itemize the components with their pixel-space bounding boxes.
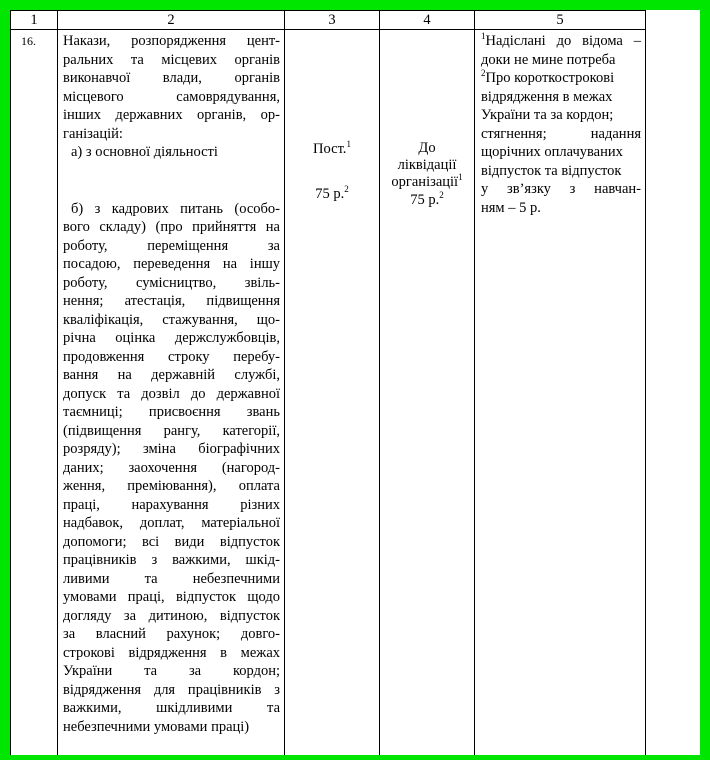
note-line: [481, 32, 641, 51]
title-line: виконавчої влади, органів: [63, 70, 280, 86]
subitem-b-line: праці, нарахування різних: [63, 496, 280, 513]
document-page: [10, 10, 700, 755]
subitem-b-line: (підвищення рангу, категорії,: [63, 422, 280, 439]
retention-period-alt-cell: [380, 30, 475, 756]
column-header-3: 3: [285, 11, 380, 30]
note-line: відрядження в межах: [481, 88, 613, 105]
retention-period-b: [285, 185, 379, 204]
note-line: стягнення; надання: [481, 125, 641, 142]
retention-alt-line: До: [418, 140, 436, 156]
subitem-b-line: допуск та дозвіл до державної: [63, 385, 280, 402]
retention-period-a: [285, 140, 379, 159]
subitem-b-line: за власний рахунок; довго-: [63, 626, 280, 642]
subitem-a: а) з основної діяльності: [71, 144, 218, 160]
retention-period-alt-b: [380, 191, 474, 210]
subitem-b: [63, 200, 280, 219]
row-number: 16.: [11, 30, 58, 756]
subitem-b-body: [63, 218, 280, 736]
footnote-ref: 1: [346, 139, 351, 150]
title-line: ральних та місцевих органів: [63, 51, 280, 68]
title-line: інших державних органів, ор-: [63, 107, 280, 123]
table-row: [11, 30, 646, 756]
retention-table: [10, 10, 646, 755]
subitem-b-line: важкими, шкідливими та: [63, 700, 280, 716]
retention-period-b-text: 75 р.: [315, 185, 345, 202]
note-line: доки не мине потреба: [481, 51, 616, 68]
title-line: місцевого самоврядування,: [63, 88, 280, 105]
note-line: у зв’язку з навчан-: [481, 181, 641, 197]
subitem-b-line: річна оцінка держслужбовців,: [63, 330, 280, 346]
retention-period-cell: [285, 30, 380, 756]
subitem-b-line: б) з кадрових питань (особо-: [71, 200, 280, 217]
note-1: [481, 32, 641, 69]
subitem-b-line: небезпечними умовами праці): [63, 718, 250, 735]
footnote-mark: 1: [481, 31, 486, 42]
column-number-row: [11, 11, 646, 30]
subitem-b-line: даних; заохочення (нагород-: [63, 459, 280, 476]
subitem-b-line: роботу, переміщення за: [63, 237, 280, 254]
subitem-b-line: ливими та небезпечними: [63, 570, 280, 587]
subitem-b-line: строкові відрядження в межах: [63, 644, 280, 661]
document-type-cell: [58, 30, 285, 756]
subitem-b-line: продовження строку перебу-: [63, 348, 280, 365]
title-line: ганізацій:: [63, 125, 123, 142]
footnote-ref: 2: [344, 183, 349, 194]
footnote-mark: 2: [481, 68, 486, 79]
column-header-2: 2: [58, 11, 285, 30]
note-line: [481, 69, 641, 88]
subitem-b-line: вого складу) (про прийняття на: [63, 219, 280, 235]
note-line: щорічних оплачуваних: [481, 144, 623, 160]
footnote-ref: 1: [458, 172, 463, 183]
retention-alt-text: організації: [391, 174, 459, 190]
retention-alt-line: [380, 174, 474, 191]
notes-cell: [475, 30, 646, 756]
column-header-5: 5: [475, 11, 646, 30]
note-line: ням – 5 р.: [481, 199, 541, 216]
column-header-1: 1: [11, 11, 58, 30]
subitem-b-line: ження, преміювання), оплата: [63, 478, 280, 494]
subitem-b-line: кваліфікація, стажування, що-: [63, 311, 280, 328]
retention-period-alt-a: [380, 140, 474, 191]
subitem-b-line: розряду); зміна біографічних: [63, 441, 280, 457]
title-line: Накази, розпорядження цент-: [63, 33, 280, 49]
retention-alt-line: ліквідації: [397, 157, 457, 173]
subitem-b-line: роботу, сумісництво, звіль-: [63, 274, 280, 291]
subitem-b-line: України та за кордон;: [63, 663, 280, 679]
document-type-title: [63, 32, 280, 143]
note-text: Про короткострокові: [485, 70, 615, 86]
note-line: України та за кордон;: [481, 107, 614, 123]
subitem-b-line: догляду за дитиною, відпусток: [63, 607, 280, 624]
subitem-b-line: надбавок, доплат, матеріальної: [63, 515, 280, 531]
subitem-b-line: умовами праці, відпусток щодо: [63, 589, 280, 605]
subitem-b-line: посадою, переведення на іншу: [63, 256, 280, 272]
footnote-ref: 2: [439, 190, 444, 201]
note-line: відпусток та відпусток: [481, 162, 622, 179]
subitem-b-line: нення; атестація, підвищення: [63, 293, 280, 309]
retention-period-alt-b-text: 75 р.: [410, 192, 440, 208]
note-text: Надіслані до відома –: [485, 33, 641, 49]
note-2: [481, 69, 641, 217]
subitem-b-line: таємниці; присвоєння звань: [63, 404, 280, 420]
subitem-b-line: вання на державній службі,: [63, 367, 280, 383]
retention-period-a-text: Пост.: [313, 141, 347, 157]
subitem-b-line: відрядження для працівників з: [63, 681, 280, 698]
subitem-b-line: працівників з важкими, шкід-: [63, 552, 280, 568]
subitem-b-line: допомоги; всі види відпусток: [63, 533, 280, 550]
column-header-4: 4: [380, 11, 475, 30]
